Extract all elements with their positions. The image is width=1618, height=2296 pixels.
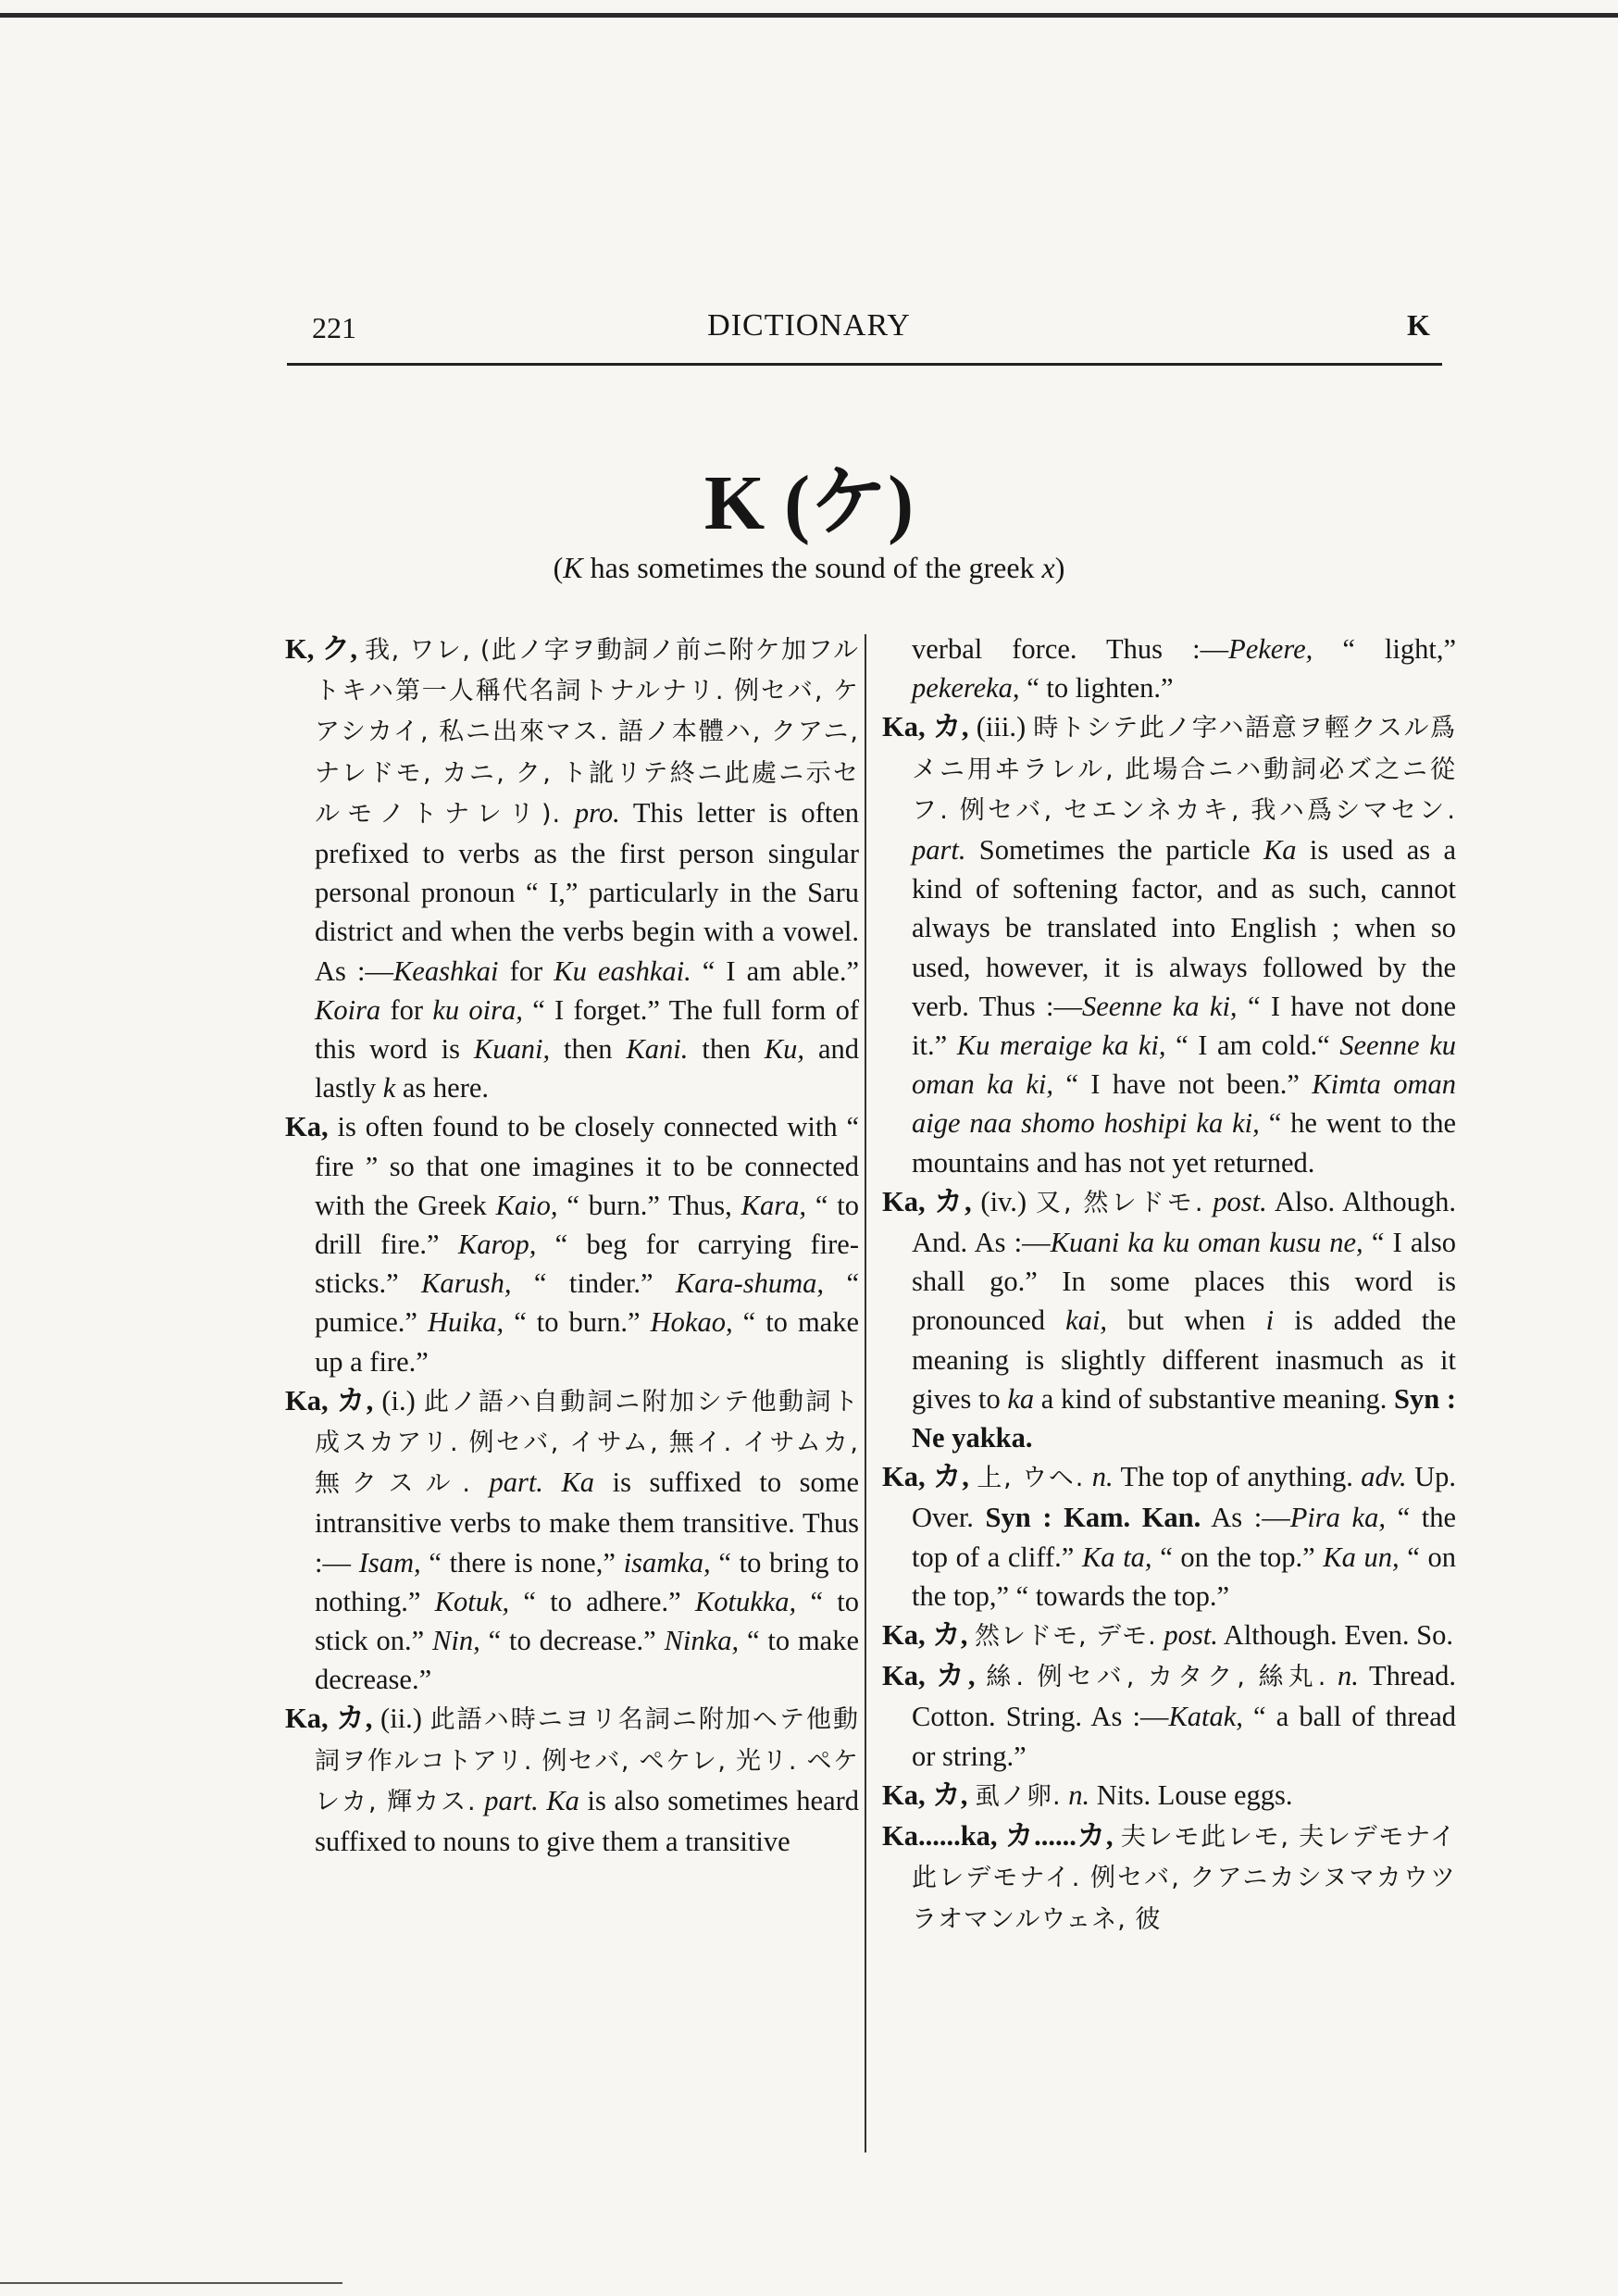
dictionary-entry-ka-ii: Ka, カ, (ii.) 此語ハ時ニヨリ名詞ニ附加ヘテ他動詞ヲ作ルコトアリ. 例セバ, ペケレ, 光リ. ペケレカ, 輝カス. part. Ka is also sometimes heard suffixed to nouns to give them a transitive (285, 1703, 860, 1858)
dictionary-entry-ka-ka: Ka......ka, カ......カ, 夫レモ此レモ, 夫レデモナイ此レデモナイ. 例セバ, クアニカシヌマカウツラオマンルウェネ, 彼 (882, 1820, 1457, 1934)
dictionary-entry-k: K, ク, 我, ワレ, (此ノ字ヲ動詞ノ前ニ附ケ加フルトキハ第一人稱代名詞トナルナリ. 例セバ, ケアシカイ, 私ニ出來マス. 語ノ本體ハ, クアニ, ナレドモ, カニ, ク, ト訛リテ終ニ此處ニ示セルモノトナレリ). pro. This letter is often prefixed to verbs as the first person singular personal pronoun “ I,” particularly in the Saru district and when the verbs begin with a vowel. As :—Keashkai for Ku eashkai. “ I am able.” Koira for ku oira, “ I forget.” The full form of this word is Kuani, then Kani. then Ku, and lastly k as here. (285, 633, 860, 1104)
dictionary-entry-ka-top: Ka, カ, 上, ウヘ. n. The top of anything. adv. Up. Over. Syn : Kam. Kan. As :—Pira ka, “ the top of a cliff.” Ka ta, “ on the top.” Ka un, “ on the top,” “ towards the top.” (882, 1461, 1457, 1612)
dictionary-entry-ka-fire: Ka, is often found to be closely connected with “ fire ” so that one imagines it to be connected with the Greek Kaio, “ burn.” Thus, Kara, “ to drill fire.” Karop, “ beg for carrying fire-sticks.” Karush, “ tinder.” Kara-shuma, “ pumice.” Huika, “ to burn.” Hokao, “ to make up a fire.” (285, 1111, 860, 1378)
page-number: 221 (312, 311, 356, 344)
dictionary-entry-ka-although: Ka, カ, 然レドモ, デモ. post. Although. Even. So. (882, 1619, 1453, 1652)
scan-edge-line (0, 13, 1618, 18)
section-note: (K has sometimes the sound of the greek x) (553, 551, 1065, 584)
dictionary-entry-ka-iii: Ka, カ, (iii.) 時トシテ此ノ字ハ語意ヲ輕クスル爲メニ用ヰラレル, 此場合ニハ動詞必ズ之ニ從フ. 例セバ, セエンネカキ, 我ハ爲シマセン. part. Sometimes the particle Ka is used as a kind of softening factor, and as such, cannot always be translated into English ; when so used, however, it is always followed by the verb. Thus :—Seenne ka ki, “ I have not done it.” Ku meraige ka ki, “ I am cold.“ Seenne ku oman ka ki, “ I have not been.” Kimta oman aige naa shomo hoshipi ka ki, “ he went to the mountains and has not yet returned. (882, 711, 1457, 1179)
scan-edge-line-bottom (0, 2282, 342, 2284)
right-column (882, 630, 1456, 1940)
running-title: DICTIONARY (707, 308, 911, 343)
section-letter: K (1407, 308, 1430, 342)
dictionary-entry-ka-ii-cont: verbal force. Thus :—Pekere, “ light,” pekereka, “ to lighten.” (912, 633, 1456, 705)
dictionary-entry-ka-i: Ka, カ, (i.) 此ノ語ハ自動詞ニ附加シテ他動詞ト成スカアリ. 例セバ, イサム, 無イ. イサムカ, 無クスル. part. Ka is suffixed to some intransitive verbs to make them transitive. Thus :— Isam, “ there is none,” isamka, “ to bring to nothing.” Kotuk, “ to adhere.” Kotukka, “ to stick on.” Nin, “ to decrease.” Ninka, “ to make decrease.” (285, 1384, 860, 1696)
dictionary-entry-ka-iv: Ka, カ, (iv.) 又, 然レドモ. post. Also. Although. And. As :—Kuani ka ku oman kusu ne, “ I also shall go.” In some places this word is pronounced kai, but when i is added the meaning is slightly different inasmuch as it gives to ka a kind of substantive meaning. Syn : Ne yakka. (882, 1185, 1457, 1454)
dictionary-entry-ka-nits: Ka, カ, 虱ノ卵. n. Nits. Louse eggs. (882, 1778, 1293, 1811)
section-title: K (ケ) (703, 460, 915, 546)
dictionary-entry-ka-thread: Ka, カ, 絲. 例セバ, カタク, 絲丸. n. Thread. Cotton. String. As :—Katak, “ a ball of thread or string.” (882, 1660, 1457, 1772)
left-column (285, 630, 859, 1861)
column-divider (865, 634, 866, 2152)
header-rule (287, 363, 1442, 366)
